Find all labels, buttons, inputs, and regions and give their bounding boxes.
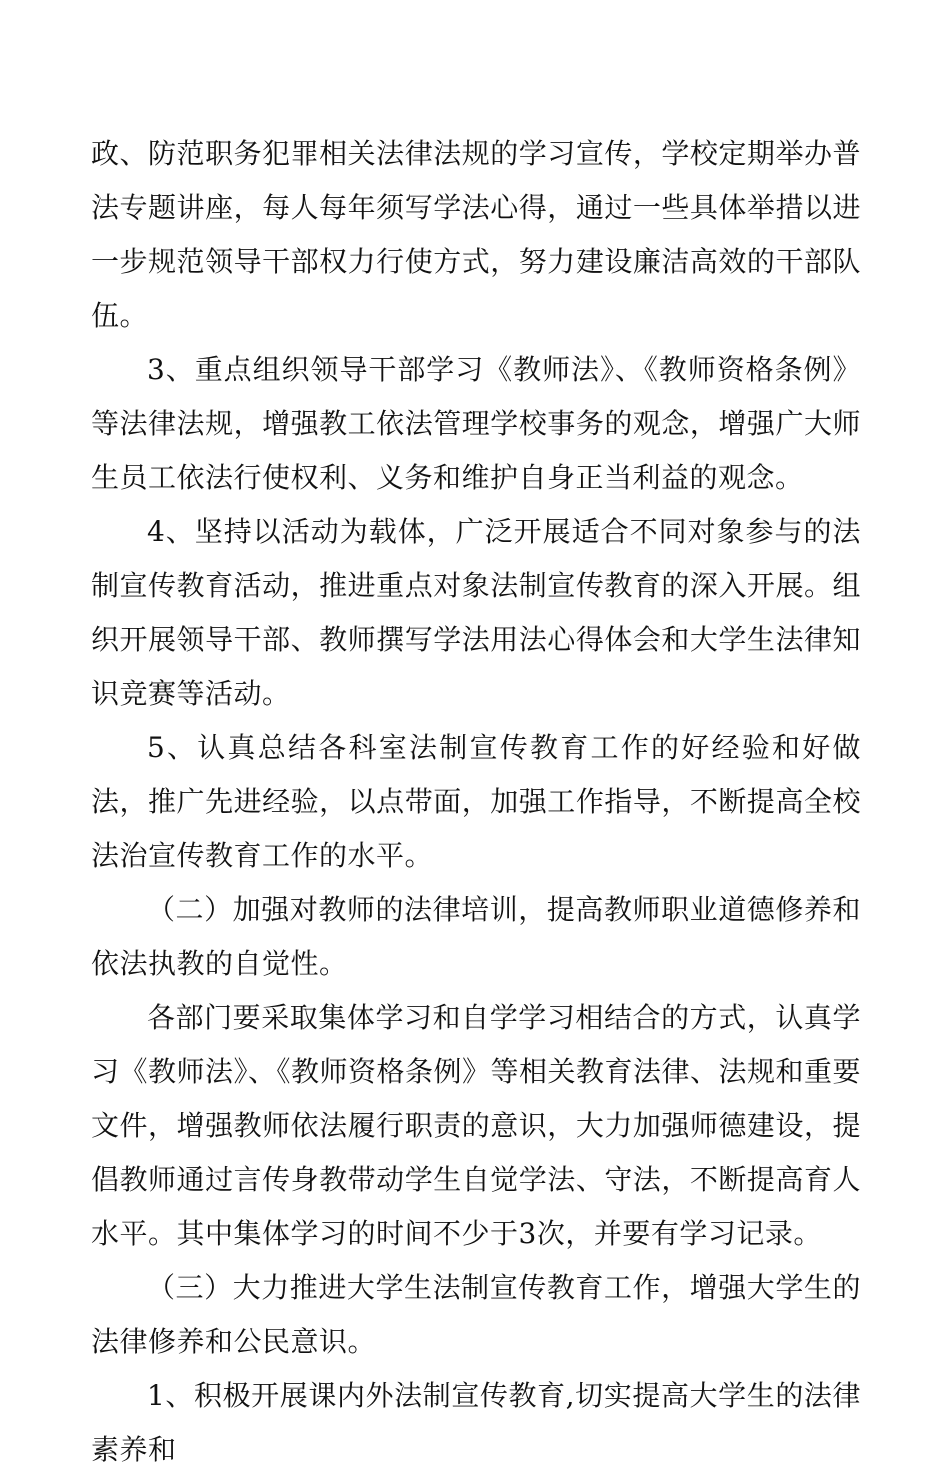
paragraph-item-1: 1、积极开展课内外法制宣传教育,切实提高大学生的法律素养和 [91, 1379, 861, 1466]
section-heading-3: （三）大力推进大学生法制宣传教育工作，增强大学生的法律修养和公民意识。 [91, 1271, 861, 1358]
section-heading-2: （二）加强对教师的法律培训，提高教师职业道德修养和依法执教的自觉性。 [91, 893, 861, 980]
paragraph-item-5: 5、认真总结各科室法制宣传教育工作的好经验和好做法，推广先进经验，以点带面，加强工作指导，不断提高全校法治宣传教育工作的水平。 [91, 731, 861, 872]
paragraph-item-3: 3、重点组织领导干部学习《教师法》、《教师资格条例》等法律法规，增强教工依法管理学校事务的观念，增强广大师生员工依法行使权利、义务和维护自身正当利益的观念。 [91, 353, 861, 494]
document-body [91, 127, 861, 1477]
paragraph-item-4: 4、坚持以活动为载体，广泛开展适合不同对象参与的法制宣传教育活动，推进重点对象法制宣传教育的深入开展。组织开展领导干部、教师撰写学法用法心得体会和大学生法律知识竞赛等活动。 [91, 515, 861, 710]
paragraph-teacher-training: 各部门要采取集体学习和自学学习相结合的方式，认真学习《教师法》、《教师资格条例》等相关教育法律、法规和重要文件，增强教师依法履行职责的意识，大力加强师德建设，提倡教师通过言传身教带动学生自觉学法、守法，不断提高育人水平。其中集体学习的时间不少于3次，并要有学习记录。 [91, 1001, 862, 1250]
paragraph-continuation: 政、防范职务犯罪相关法律法规的学习宣传，学校定期举办普法专题讲座，每人每年须写学法心得，通过一些具体举措以进一步规范领导干部权力行使方式，努力建设廉洁高效的干部队伍。 [91, 137, 861, 332]
